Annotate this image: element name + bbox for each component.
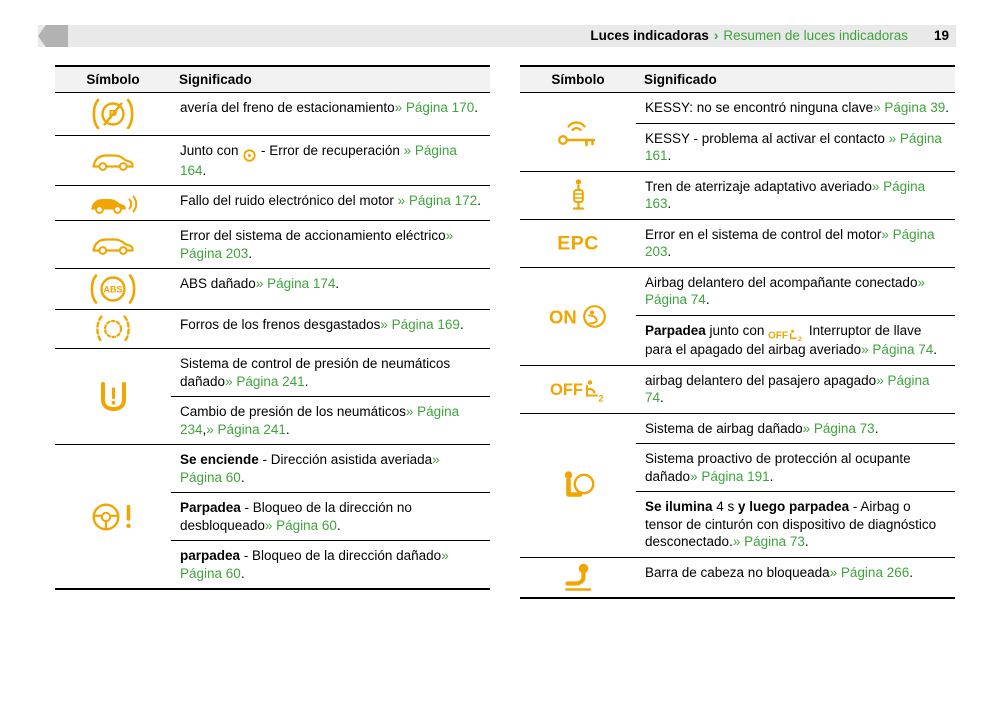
page-reference-link[interactable]: » Página 241 [225, 373, 305, 389]
significado-cell [171, 445, 490, 493]
column-header-simbolo: Símbolo [55, 66, 171, 93]
text-segment: . [336, 517, 341, 533]
svg-text:2: 2 [798, 335, 802, 341]
table-row [55, 349, 490, 397]
engine-sound-fault-icon [55, 186, 171, 221]
breadcrumb-separator: › [713, 28, 719, 43]
page-reference-link[interactable]: » Página 60 [180, 548, 449, 581]
page-reference-link[interactable]: » Página 170 [394, 100, 475, 115]
table-row [55, 136, 490, 186]
svg-text:P: P [108, 106, 118, 122]
significado-cell [171, 397, 490, 445]
page-reference-link[interactable]: » Página 163 [645, 178, 926, 211]
emphasis-text: parpadea [180, 548, 241, 563]
page-reference-link[interactable]: » Página 60 [264, 517, 337, 533]
table-row [520, 557, 955, 598]
svg-text:ON: ON [549, 306, 577, 327]
page-number: 19 [933, 28, 949, 43]
text-segment: - Airbag o tensor de cinturón con dispositivo de diagnóstico desconectado. [645, 499, 937, 549]
page-reference-link[interactable]: » Página 74 [645, 274, 925, 307]
significado-cell [636, 365, 955, 413]
text-segment: - Error de recuperación [257, 143, 404, 158]
text-segment: Forros de los frenos desgastados [180, 317, 381, 332]
page-reference-link[interactable]: » Página 74 [861, 342, 934, 357]
table-row [55, 93, 490, 136]
text-segment: Junto con [180, 143, 243, 158]
text-segment: airbag delantero del pasajero apagado [645, 372, 877, 388]
text-segment: ABS dañado [180, 276, 256, 291]
page-reference-link[interactable]: » Página 164 [180, 143, 457, 178]
adaptive-suspension-icon [520, 171, 636, 219]
text-segment: . [667, 196, 672, 211]
towbar-icon [520, 557, 636, 598]
table-row [520, 413, 955, 444]
page-reference-link[interactable]: » Página 172 [397, 193, 478, 208]
abs-icon [55, 269, 171, 310]
text-segment: . [933, 342, 937, 357]
svg-text:EPC: EPC [557, 232, 599, 254]
recuperation-icon [242, 144, 257, 162]
page-reference-link[interactable]: » Página 203 [645, 226, 935, 259]
significado-cell [171, 493, 490, 541]
text-segment: Interruptor de llave para el apagado del airbag averiado [645, 322, 922, 357]
significado-cell [171, 310, 490, 349]
page-reference-link[interactable]: » Página 234 [180, 404, 460, 437]
emphasis-text: y luego parpadea [738, 499, 850, 514]
text-segment: . [667, 148, 672, 163]
text-segment: - Bloqueo de la dirección no desbloqueado [180, 500, 412, 533]
indicator-table-right [520, 65, 955, 599]
electric-drive-error-icon [55, 221, 171, 269]
text-segment: . [304, 373, 309, 389]
svg-text:OFF: OFF [768, 330, 789, 341]
steering-lock-icon [55, 445, 171, 590]
significado-cell [636, 492, 955, 558]
text-segment: 4 s [712, 499, 739, 514]
table-row [55, 269, 490, 310]
text-segment: Tren de aterrizaje adaptativo averiado [645, 178, 872, 194]
tire-pressure-icon [55, 349, 171, 445]
text-segment: Sistema de airbag dañado [645, 420, 803, 436]
text-segment: Cambio de presión de los neumáticos [180, 404, 406, 419]
text-segment: . [945, 100, 949, 115]
significado-cell [171, 349, 490, 397]
text-segment: . [804, 534, 809, 549]
page-reference-link[interactable]: » Página 266 [829, 564, 910, 580]
text-segment: Error en el sistema de control del motor [645, 226, 882, 242]
svg-text:2: 2 [598, 393, 604, 404]
column-header-simbolo: Símbolo [520, 66, 636, 93]
table-row [55, 221, 490, 269]
table-row [55, 186, 490, 221]
tables-container [55, 65, 955, 599]
text-segment: . [769, 468, 774, 484]
page-reference-link[interactable]: » Página 161 [645, 130, 942, 163]
text-segment: . [240, 565, 245, 581]
airbag-off-icon [520, 365, 636, 413]
page-reference-link[interactable]: » Página 241 [206, 421, 286, 437]
text-segment: KESSY - problema al activar el contacto [645, 130, 889, 146]
table-row [520, 267, 955, 315]
text-segment: Airbag delantero del acompañante conectado [645, 274, 918, 290]
significado-cell [171, 93, 490, 136]
text-segment: . [240, 469, 245, 485]
svg-text:ABS: ABS [103, 284, 123, 295]
chapter-header-band [38, 25, 956, 47]
significado-cell [636, 123, 955, 171]
table-row [520, 171, 955, 219]
significado-cell [171, 221, 490, 269]
significado-cell [171, 136, 490, 186]
significado-cell [636, 413, 955, 444]
significado-cell [636, 557, 955, 598]
brake-lining-icon [55, 310, 171, 349]
page-reference-link[interactable]: » Página 60 [180, 452, 440, 485]
page-reference-link[interactable]: » Página 74 [645, 372, 930, 405]
text-segment: KESSY: no se encontró ninguna clave [645, 100, 874, 115]
text-segment: Fallo del ruido electrónico del motor [180, 193, 398, 208]
text-segment: Sistema proactivo de protección al ocupante dañado [645, 451, 911, 484]
emphasis-text: Se ilumina [645, 499, 713, 514]
emphasis-text: Parpadea [180, 500, 241, 515]
text-segment: . [459, 317, 464, 332]
significado-cell [171, 541, 490, 590]
text-segment: junto con [705, 322, 769, 338]
table-row [520, 93, 955, 124]
text-segment: . [874, 420, 879, 436]
airbag-on-icon [520, 267, 636, 365]
page-reference-link[interactable]: » Página 174 [255, 276, 336, 291]
text-segment: - Bloqueo de la dirección dañado [240, 548, 442, 563]
text-segment: . [477, 193, 481, 208]
airbag-off-inline-icon [768, 324, 805, 342]
epc-icon [520, 219, 636, 267]
table-row [55, 310, 490, 349]
text-segment: Error del sistema de accionamiento eléctrico [180, 228, 446, 243]
significado-cell [636, 444, 955, 492]
significado-cell [171, 186, 490, 221]
text-segment: Sistema de control de presión de neumáticos dañado [180, 356, 451, 389]
significado-cell [636, 267, 955, 315]
table-row [520, 365, 955, 413]
parking-brake-fault-icon [55, 93, 171, 136]
car-recuperation-icon [55, 136, 171, 186]
page-reference-link[interactable]: » Página 169 [380, 317, 460, 332]
page-reference-link[interactable]: » Página 73 [732, 534, 805, 549]
text-segment: Barra de cabeza no bloqueada [645, 564, 830, 580]
page-reference-link[interactable]: » Página 39 [873, 100, 946, 115]
significado-cell [171, 269, 490, 310]
table-row [55, 445, 490, 493]
svg-text:OFF: OFF [550, 381, 583, 399]
text-segment: . [285, 421, 290, 437]
page-reference-link[interactable]: » Página 191 [690, 468, 770, 484]
text-segment: . [909, 564, 913, 580]
text-segment: . [335, 276, 340, 291]
kessy-key-icon [520, 93, 636, 172]
text-segment: . [474, 100, 478, 115]
significado-cell [636, 171, 955, 219]
emphasis-text: Parpadea [645, 322, 706, 338]
indicator-table-left [55, 65, 490, 590]
chapter-title: Luces indicadoras [590, 28, 709, 43]
text-segment: , [202, 421, 207, 437]
text-segment: . [202, 162, 207, 178]
significado-cell [636, 315, 955, 365]
emphasis-text: Se enciende [180, 452, 259, 467]
text-segment: . [248, 245, 253, 261]
chapter-arrow-icon [38, 25, 68, 47]
significado-cell [636, 93, 955, 124]
text-segment: . [705, 292, 710, 307]
text-segment: . [667, 244, 672, 259]
significado-cell [636, 219, 955, 267]
breadcrumb [590, 25, 908, 47]
text-segment: . [660, 390, 664, 405]
page-reference-link[interactable]: » Página 203 [180, 228, 454, 261]
page-reference-link[interactable]: » Página 73 [802, 420, 875, 436]
section-title-link[interactable]: Resumen de luces indicadoras [723, 28, 908, 43]
column-header-significado: Significado [171, 66, 490, 93]
text-segment: avería del freno de estacionamiento [180, 100, 395, 115]
airbag-system-icon [520, 413, 636, 557]
text-segment: - Dirección asistida averiada [258, 452, 433, 467]
table-row [520, 219, 955, 267]
column-header-significado: Significado [636, 66, 955, 93]
